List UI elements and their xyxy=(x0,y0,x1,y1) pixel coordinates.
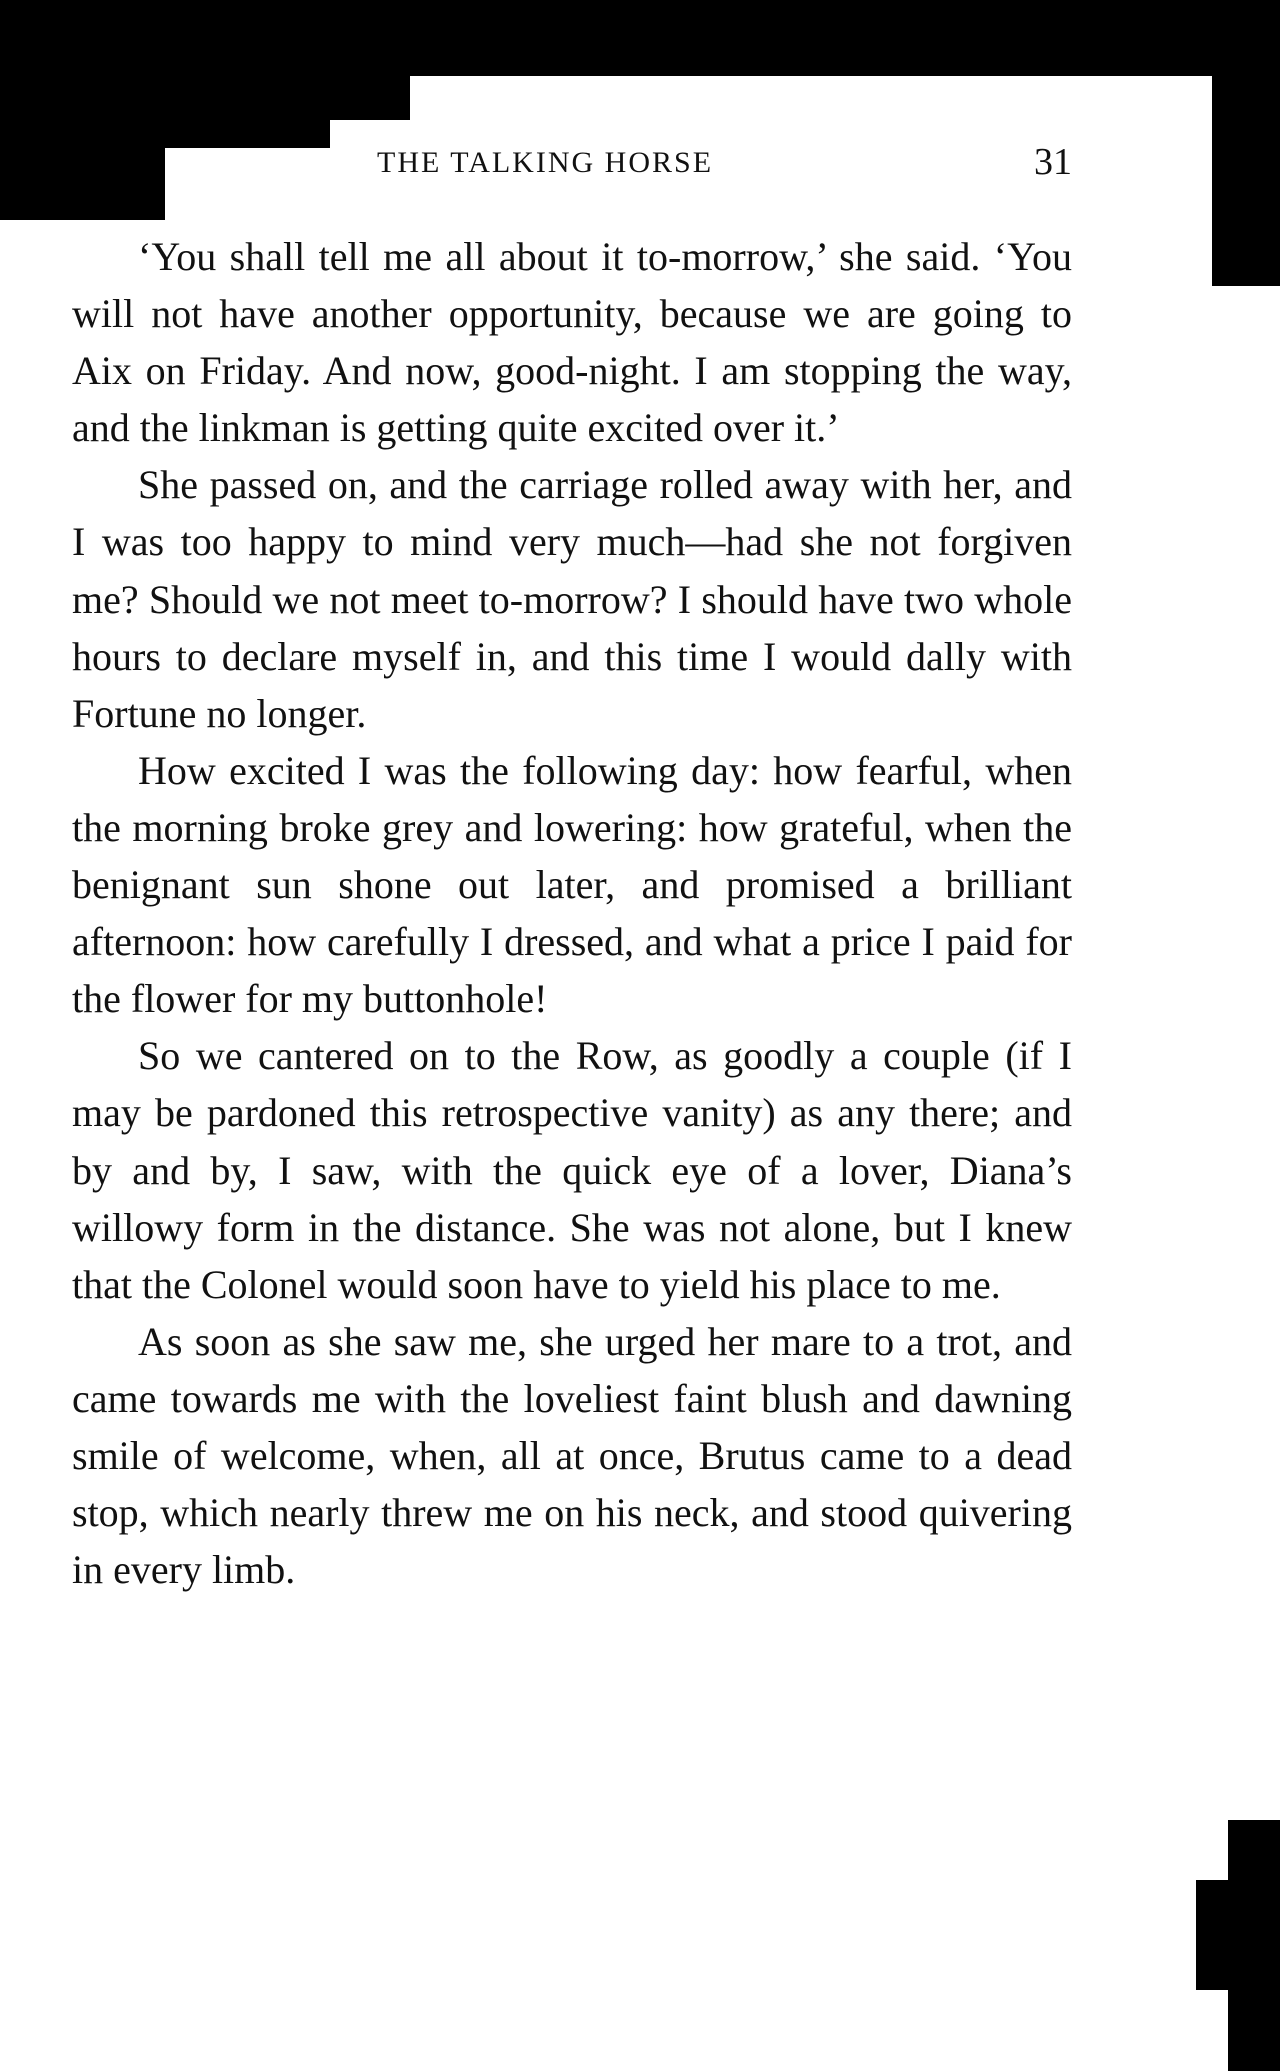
running-title: THE TALKING HORSE xyxy=(377,146,714,179)
paragraph-1: ‘You shall tell me all about it to-morrow,’ she said. ‘You will not have another opportunity, because we are going to Aix on Friday. And now, good-night. I am stopping the way, and the linkman is getting quite excited over it.’ xyxy=(72,234,1072,451)
page-number: 31 xyxy=(1034,141,1072,183)
scan-border-right-lower-notch xyxy=(1196,1880,1236,1990)
running-head xyxy=(72,140,1072,183)
scan-border-top-left-notch xyxy=(330,76,410,120)
body-text xyxy=(72,228,1072,1598)
paragraph-3: How excited I was the following day: how fearful, when the morning broke grey and lowering: how grateful, when the benignant sun shone out later, and promised a brilliant afternoon: how carefully I dressed, and what a price I paid for the flower for my buttonhole! xyxy=(72,747,1072,1022)
paragraph-5: As soon as she saw me, she urged her mare to a trot, and came towards me with the loveliest faint blush and dawning smile of welcome, when, all at once, Brutus came to a dead stop, which nearly threw me on his neck, and stood quivering in every limb. xyxy=(72,1318,1072,1593)
paragraph-4: So we cantered on to the Row, as goodly a couple (if I may be pardoned this retrospective vanity) as any there; and by and by, I saw, with the quick eye of a lover, Diana’s willowy form in the distance. She was not alone, but I knew that the Colonel would soon have to yield his place to me. xyxy=(72,1033,1072,1307)
scan-border-top-left xyxy=(0,76,330,148)
scan-border-top xyxy=(0,0,1280,76)
paragraph-2: She passed on, and the carriage rolled away with her, and I was too happy to mind very much—had she not forgiven me? Should we not meet to-morrow? I should have two whole hours to declare myself in, and this time I would dally with Fortune no longer. xyxy=(72,462,1072,736)
scan-border-right-upper xyxy=(1212,76,1280,286)
